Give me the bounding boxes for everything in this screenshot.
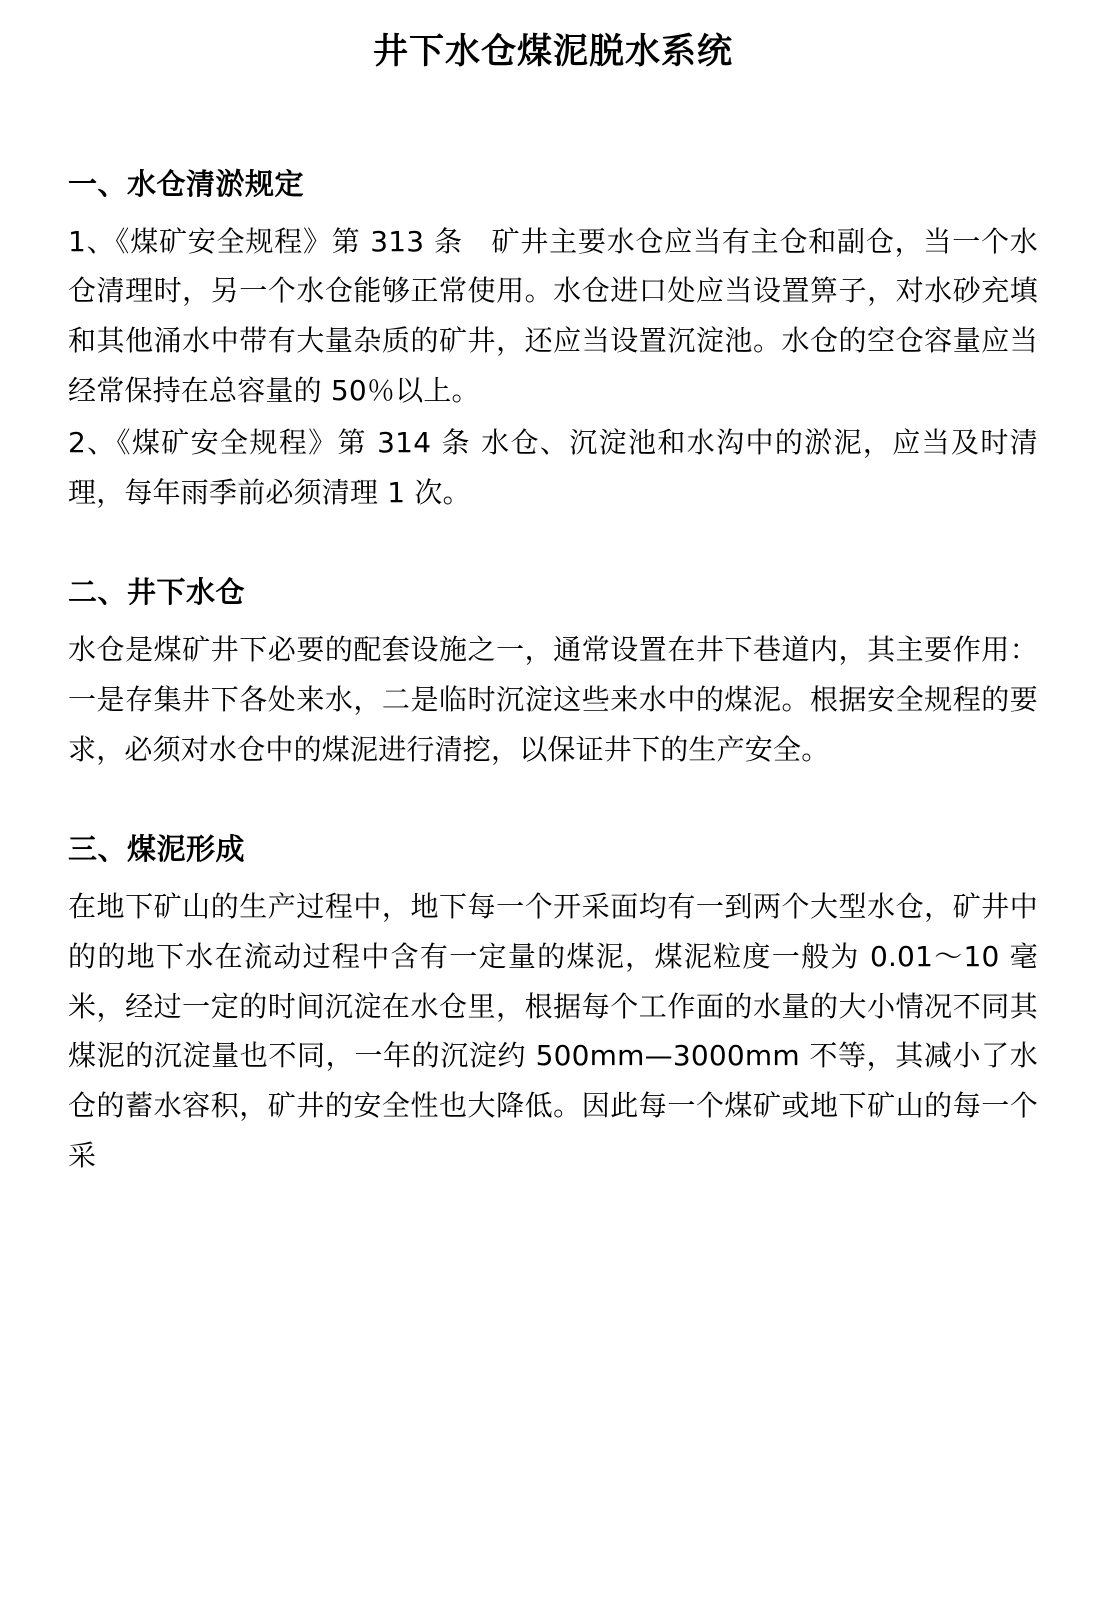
section-heading-3: 三、煤泥形成	[68, 832, 246, 867]
page-title: 井下水仓煤泥脱水系统	[372, 32, 733, 72]
paragraph-1-2: 2、《煤矿安全规程》第 314 条 水仓、沉淀池和水沟中的淤泥，应当及时清理，每年雨季前必须清理 1 次。	[68, 425, 1038, 509]
paragraph-2-1: 水仓是煤矿井下必要的配套设施之一，通常设置在井下巷道内，其主要作用：一是存集井下各处来水，二是临时沉淀这些来水中的煤泥。根据安全规程的要求，必须对水仓中的煤泥进行清挖，以保证井下的生产安全。	[68, 632, 1038, 766]
paragraph-1-1: 1、《煤矿安全规程》第 313 条 矿井主要水仓应当有主仓和副仓，当一个水仓清理时，另一个水仓能够正常使用。水仓进口处应当设置箅子，对水砂充填和其他涌水中带有大量杂质的矿井，还应当设置沉淀池。水仓的空仓容量应当经常保持在总容量的 50％以上。	[68, 224, 1038, 407]
section-heading-2: 二、井下水仓	[68, 575, 246, 610]
section-heading-1: 一、水仓清淤规定	[68, 167, 305, 201]
paragraph-3-1: 在地下矿山的生产过程中，地下每一个开采面均有一到两个大型水仓，矿井中的的地下水在流动过程中含有一定量的煤泥，煤泥粒度一般为 0.01～10 毫米，经过一定的时间沉淀在水仓里，根据每个工作面的水量的大小情况不同其煤泥的沉淀量也不同，一年的沉淀约 500mm—3000mm 不等，其减小了水仓的蓄水容积，矿井的安全性也大降低。因此每一个煤矿或地下矿山的每一个采	[68, 889, 1038, 1173]
